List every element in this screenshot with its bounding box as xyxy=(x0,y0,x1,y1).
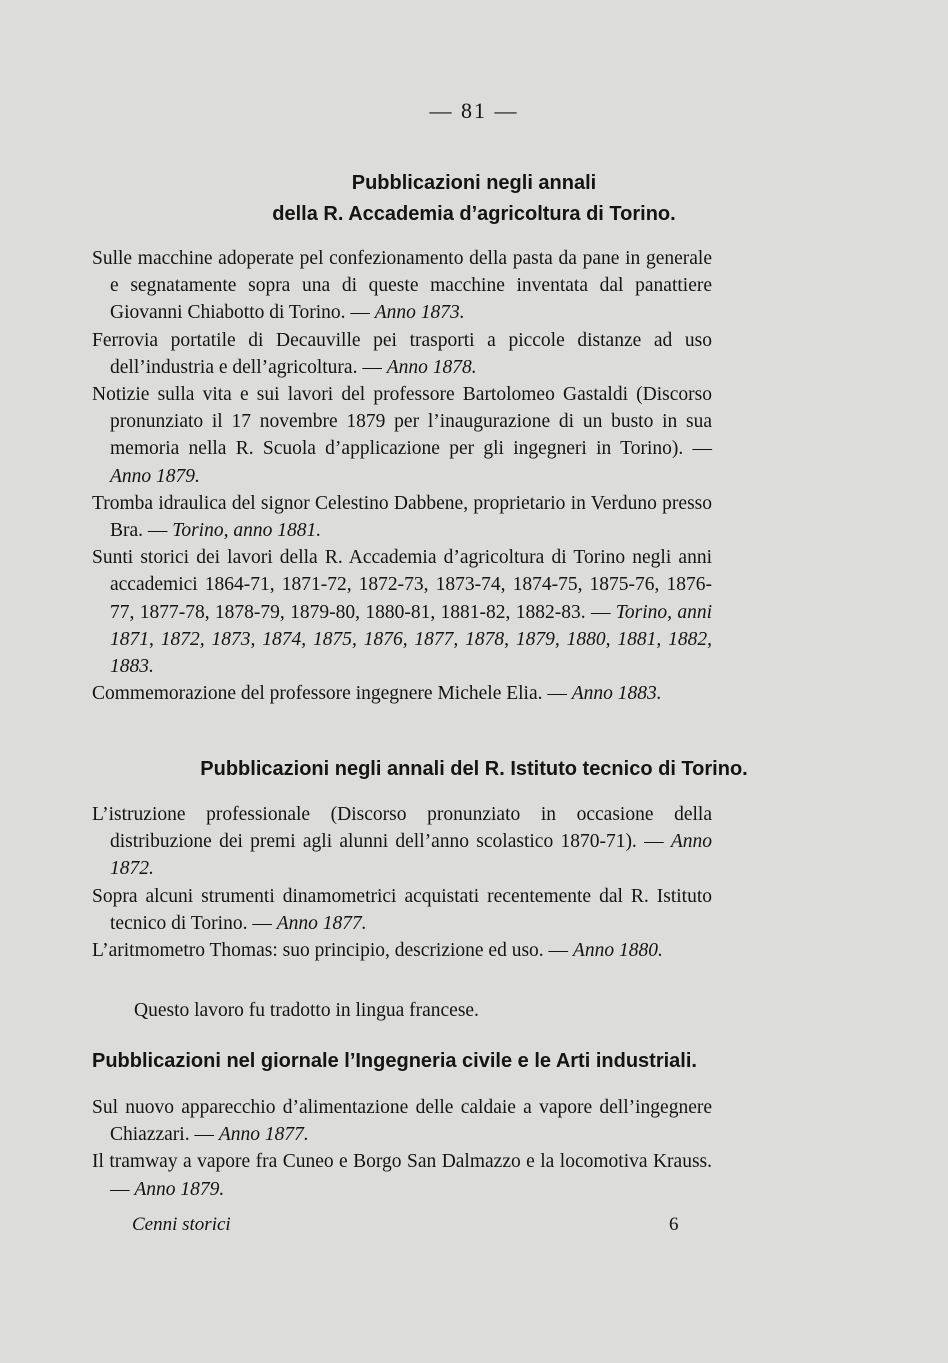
section3-title: Pubblicazioni nel giornale l’Ingegneria civile e le Arti industriali. xyxy=(92,1050,697,1072)
footer-signature-number: 6 xyxy=(669,1214,679,1235)
entry: Ferrovia portatile di Decauville pei trasporti a piccole distanze ad uso dell’industria e dell’agricoltura. — Anno 1878. xyxy=(92,329,712,378)
entry: Notizie sulla vita e sui lavori del professore Bartolomeo Gastaldi (Discorso pronunziato il 17 novembre 1879 per l’inaugurazione di un busto in sua memoria nella R. Scuola d’applicazione per gli ingegneri in Torino). — Anno 1879. xyxy=(92,384,712,487)
entry: Tromba idraulica del signor Celestino Dabbene, proprietario in Verduno presso Bra. — Torino, anno 1881. xyxy=(92,492,712,542)
page-number: — 81 — xyxy=(429,98,519,123)
section1-title-line2: della R. Accademia d’agricoltura di Torino. xyxy=(272,203,676,225)
entry: Commemorazione del professore ingegnere Michele Elia. — Anno 1883. xyxy=(92,683,662,705)
section2-title: Pubblicazioni negli annali del R. Istituto tecnico di Torino. xyxy=(200,758,748,780)
entry: Sunti storici dei lavori della R. Accademia d’agricoltura di Torino negli anni accademici 1864-71, 1871-72, 1872-73, 1873-74, 1874-75, 1875-76, 1876-77, 1877-78, 1878-79, 1879-80, 1880-81, 1881-82, 1882-83. — Torino, anni 1871, 1872, 1873, 1874, 1875, 1876, 1877, 1878, 1879, 1880, 1881, 1882, 1883. xyxy=(92,547,712,678)
section3-entries xyxy=(92,1094,712,1203)
section1-title-line1: Pubblicazioni negli annali xyxy=(351,172,597,194)
entry: L’istruzione professionale (Discorso pronunziato in occasione della distribuzione dei premi agli alunni dell’anno scolastico 1870-71). — Anno 1872. xyxy=(92,804,712,880)
section2-entries xyxy=(92,801,712,964)
entry: L’aritmometro Thomas: suo principio, descrizione ed uso. — Anno 1880. xyxy=(92,940,663,962)
entry: Sul nuovo apparecchio d’alimentazione delle caldaie a vapore dell’ingegnere Chiazzari. — Anno 1877. xyxy=(92,1097,712,1146)
section1-entries xyxy=(92,245,712,707)
entry: Sulle macchine adoperate pel confezionamento della pasta da pane in generale e segnatamente sopra una di queste macchine inventata dal panattiere Giovanni Chiabotto di Torino. — Anno 1873. xyxy=(92,248,712,324)
footer-running-title: Cenni storici xyxy=(132,1214,231,1235)
translation-note: Questo lavoro fu tradotto in lingua francese. xyxy=(134,1000,479,1021)
entry: Sopra alcuni strumenti dinamometrici acquistati recentemente dal R. Istituto tecnico di Torino. — Anno 1877. xyxy=(92,885,712,934)
entry: Il tramway a vapore fra Cuneo e Borgo San Dalmazzo e la locomotiva Krauss. — Anno 1879. xyxy=(92,1151,712,1200)
